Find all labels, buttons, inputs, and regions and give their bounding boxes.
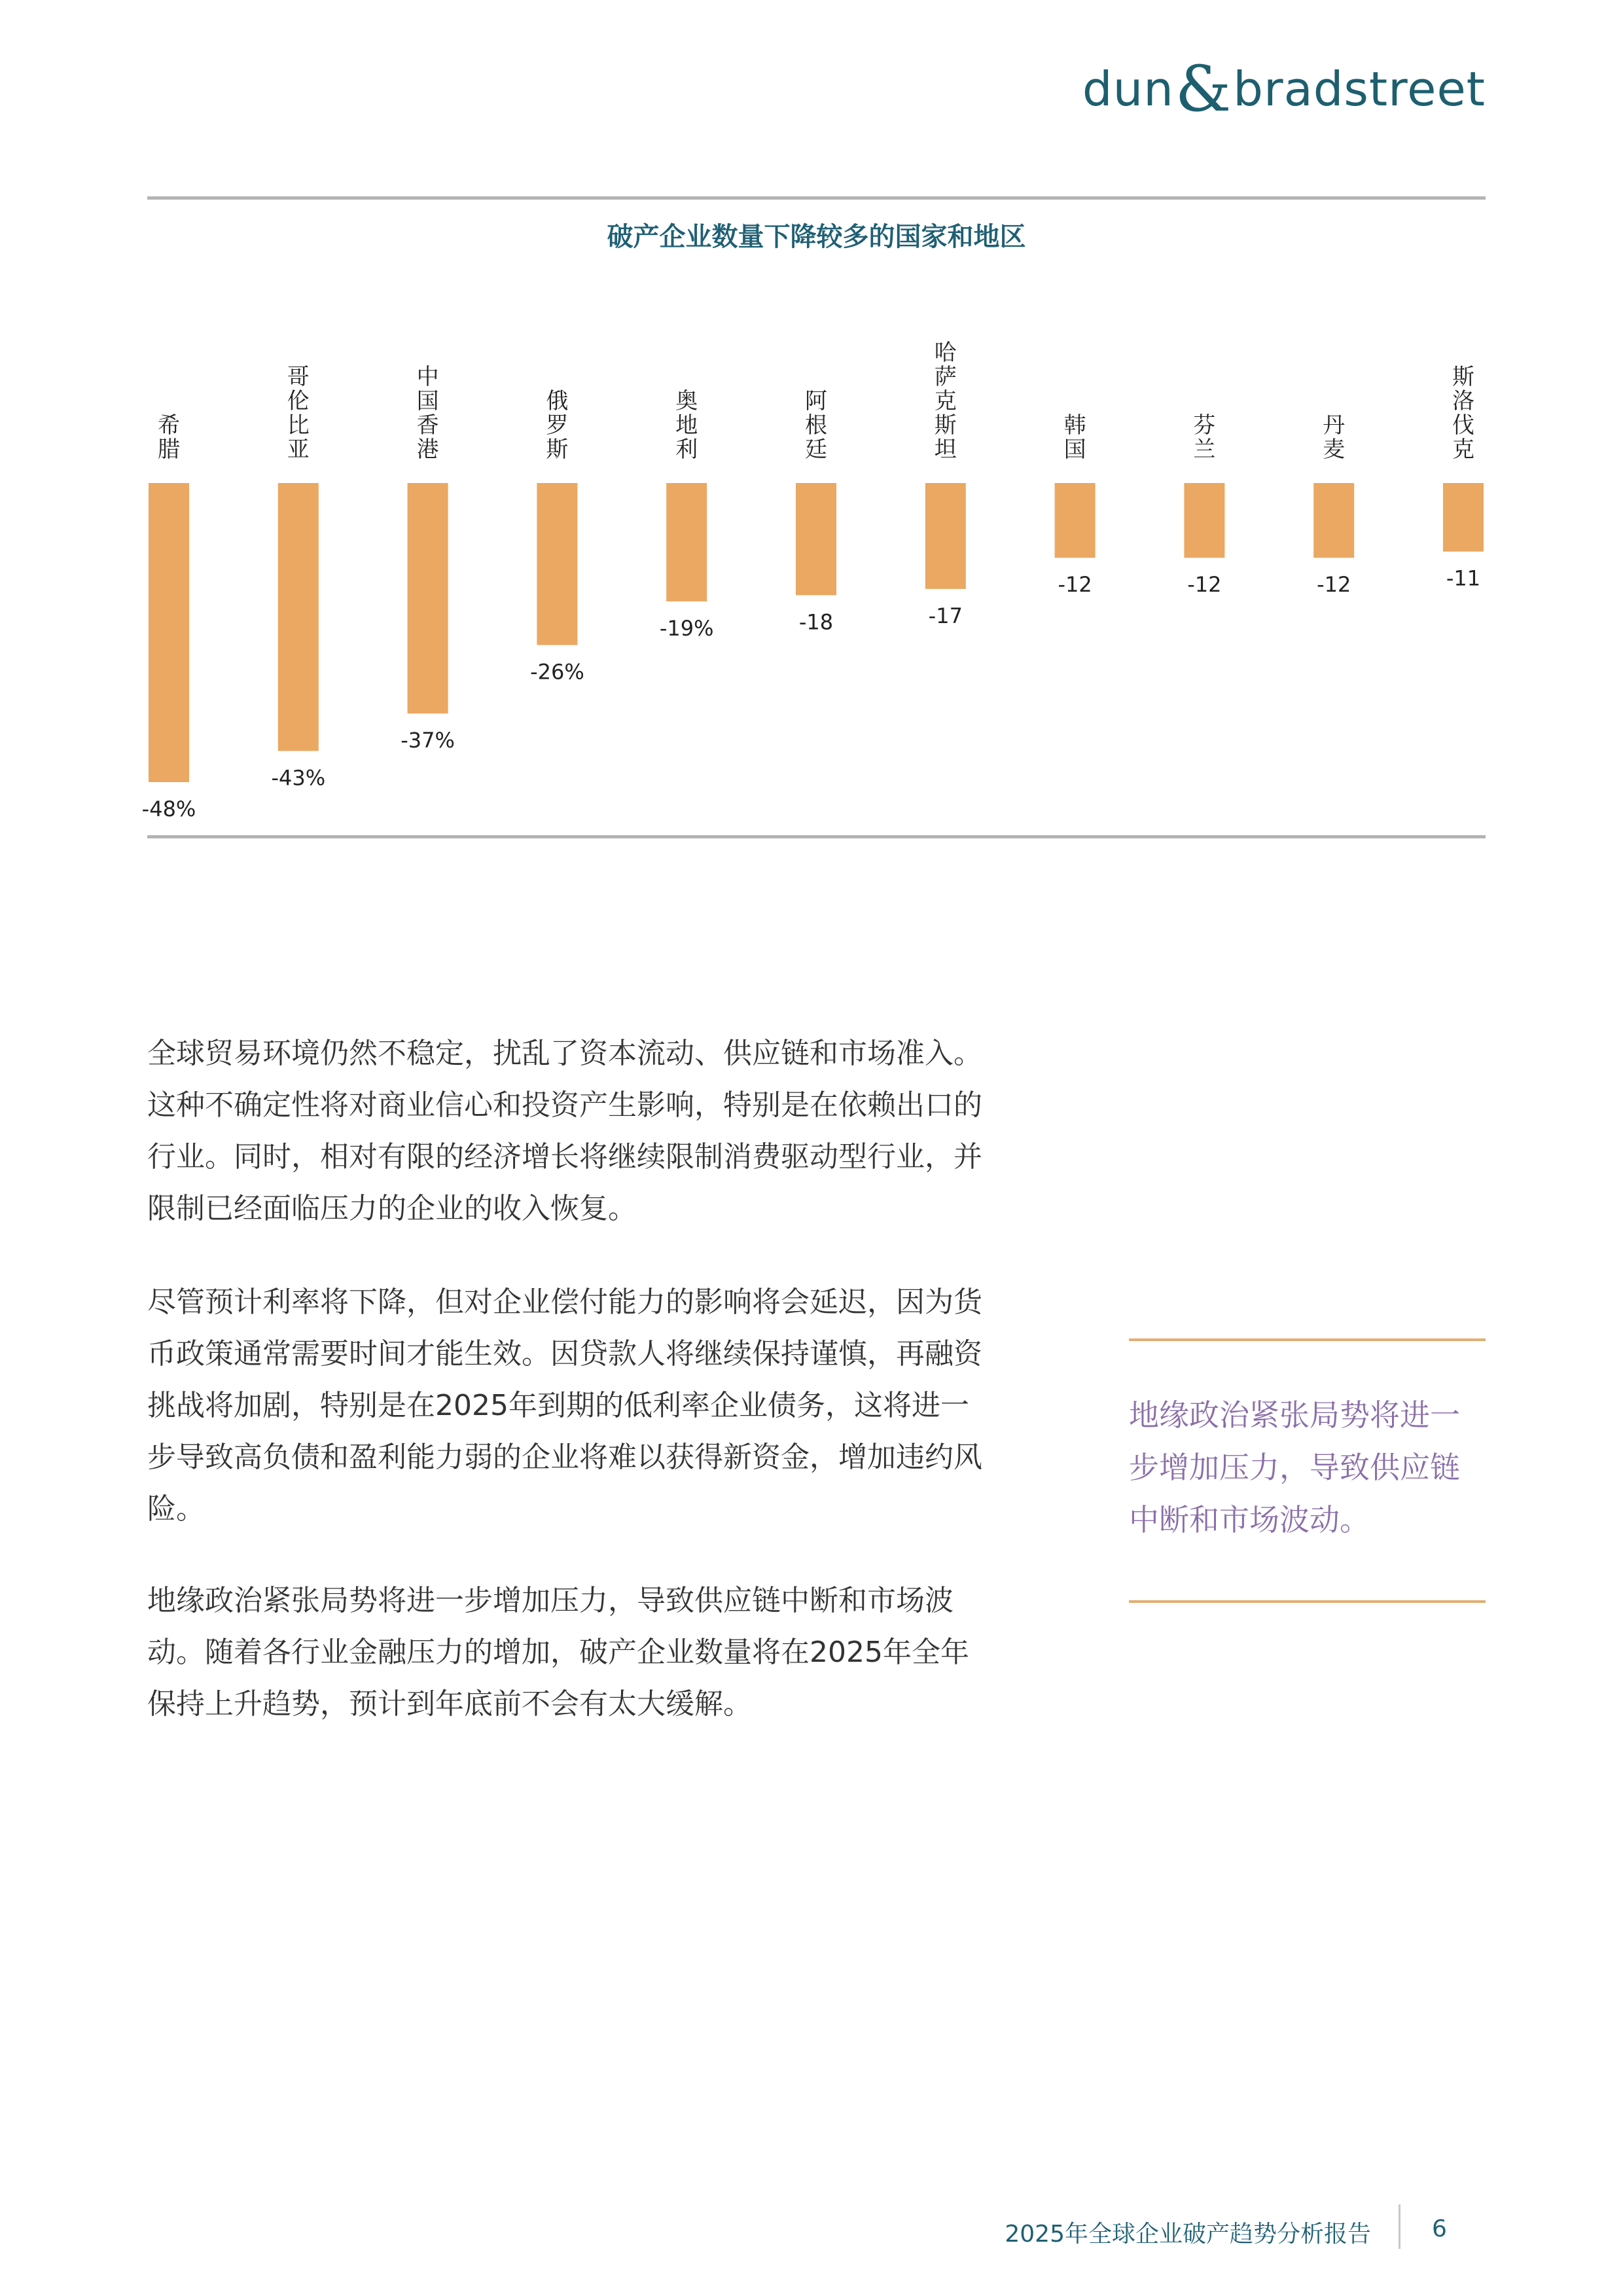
body-paragraph-3: 地缘政治紧张局势将进一步增加压力，导致供应链中断和市场波动。随着各行业金融压力的增加，破产企业数量将在2025年全年保持上升趋势，预计到年底前不会有太大缓解。 <box>147 1584 969 1721</box>
pull-quote: 地缘政治紧张局势将进一步增加压力，导致供应链中断和市场波动。 <box>1129 1397 1460 1537</box>
bar <box>796 483 836 595</box>
footer-page-number: 6 <box>1432 2215 1447 2242</box>
logo-text-dun: dun <box>1082 62 1174 117</box>
category-label: 中国香港 <box>416 364 439 463</box>
category-label: 希腊 <box>158 412 180 463</box>
value-label: -12 <box>1058 572 1092 598</box>
bar <box>1184 483 1224 558</box>
pull-quote-bottom-rule <box>1129 1600 1486 1603</box>
pull-quote-top-rule <box>1129 1338 1486 1341</box>
category-label: 俄罗斯 <box>546 388 569 463</box>
body-paragraph-2: 尽管预计利率将下降，但对企业偿付能力的影响将会延迟，因为货币政策通常需要时间才能生效。因贷款人将继续保持谨慎，再融资挑战将加剧，特别是在2025年到期的低利率企业债务，这将进一步导致高负债和盈利能力弱的企业将难以获得新资金，增加违约风险。 <box>147 1285 982 1526</box>
footer-separator <box>1399 2204 1400 2249</box>
chart-title: 破产企业数量下降较多的国家和地区 <box>607 222 1026 252</box>
bar <box>666 483 707 601</box>
logo-text-bradstreet: bradstreet <box>1233 62 1486 117</box>
category-label: 奥地利 <box>675 388 698 463</box>
bar <box>925 483 966 589</box>
category-label: 哈萨克斯坦 <box>934 340 957 463</box>
category-label: 哥伦比亚 <box>287 364 310 463</box>
footer-report-title: 2025年全球企业破产趋势分析报告 <box>1005 2221 1371 2248</box>
value-label: -43% <box>271 765 326 791</box>
bar <box>1313 483 1354 558</box>
category-label: 斯洛伐克 <box>1452 364 1474 463</box>
value-label: -26% <box>530 659 584 685</box>
bar <box>278 483 319 751</box>
value-label: -48% <box>141 796 196 821</box>
value-label: -17 <box>928 603 963 628</box>
category-label: 丹麦 <box>1323 412 1346 463</box>
value-label: -11 <box>1446 565 1481 591</box>
value-label: -12 <box>1187 572 1222 598</box>
bar <box>537 483 577 645</box>
value-label: -18 <box>798 609 834 635</box>
bar <box>149 483 189 782</box>
category-label: 阿根廷 <box>805 388 827 463</box>
chart-bottom-rule <box>147 835 1486 838</box>
category-label: 芬兰 <box>1193 412 1216 463</box>
body-paragraph-1: 全球贸易环境仍然不稳定，扰乱了资本流动、供应链和市场准入。这种不确定性将对商业信心和投资产生影响，特别是在依赖出口的行业。同时，相对有限的经济增长将继续限制消费驱动型行业，并限制已经面临压力的企业的收入恢复。 <box>147 1037 982 1225</box>
bar <box>408 483 448 713</box>
bar-chart <box>0 0 1623 851</box>
logo-ampersand: & <box>1175 52 1232 126</box>
bar <box>1443 483 1484 552</box>
value-label: -12 <box>1317 572 1351 598</box>
value-label: -37% <box>401 728 455 753</box>
bar <box>1055 483 1096 558</box>
value-label: -19% <box>659 615 714 641</box>
category-label: 韩国 <box>1063 412 1086 463</box>
